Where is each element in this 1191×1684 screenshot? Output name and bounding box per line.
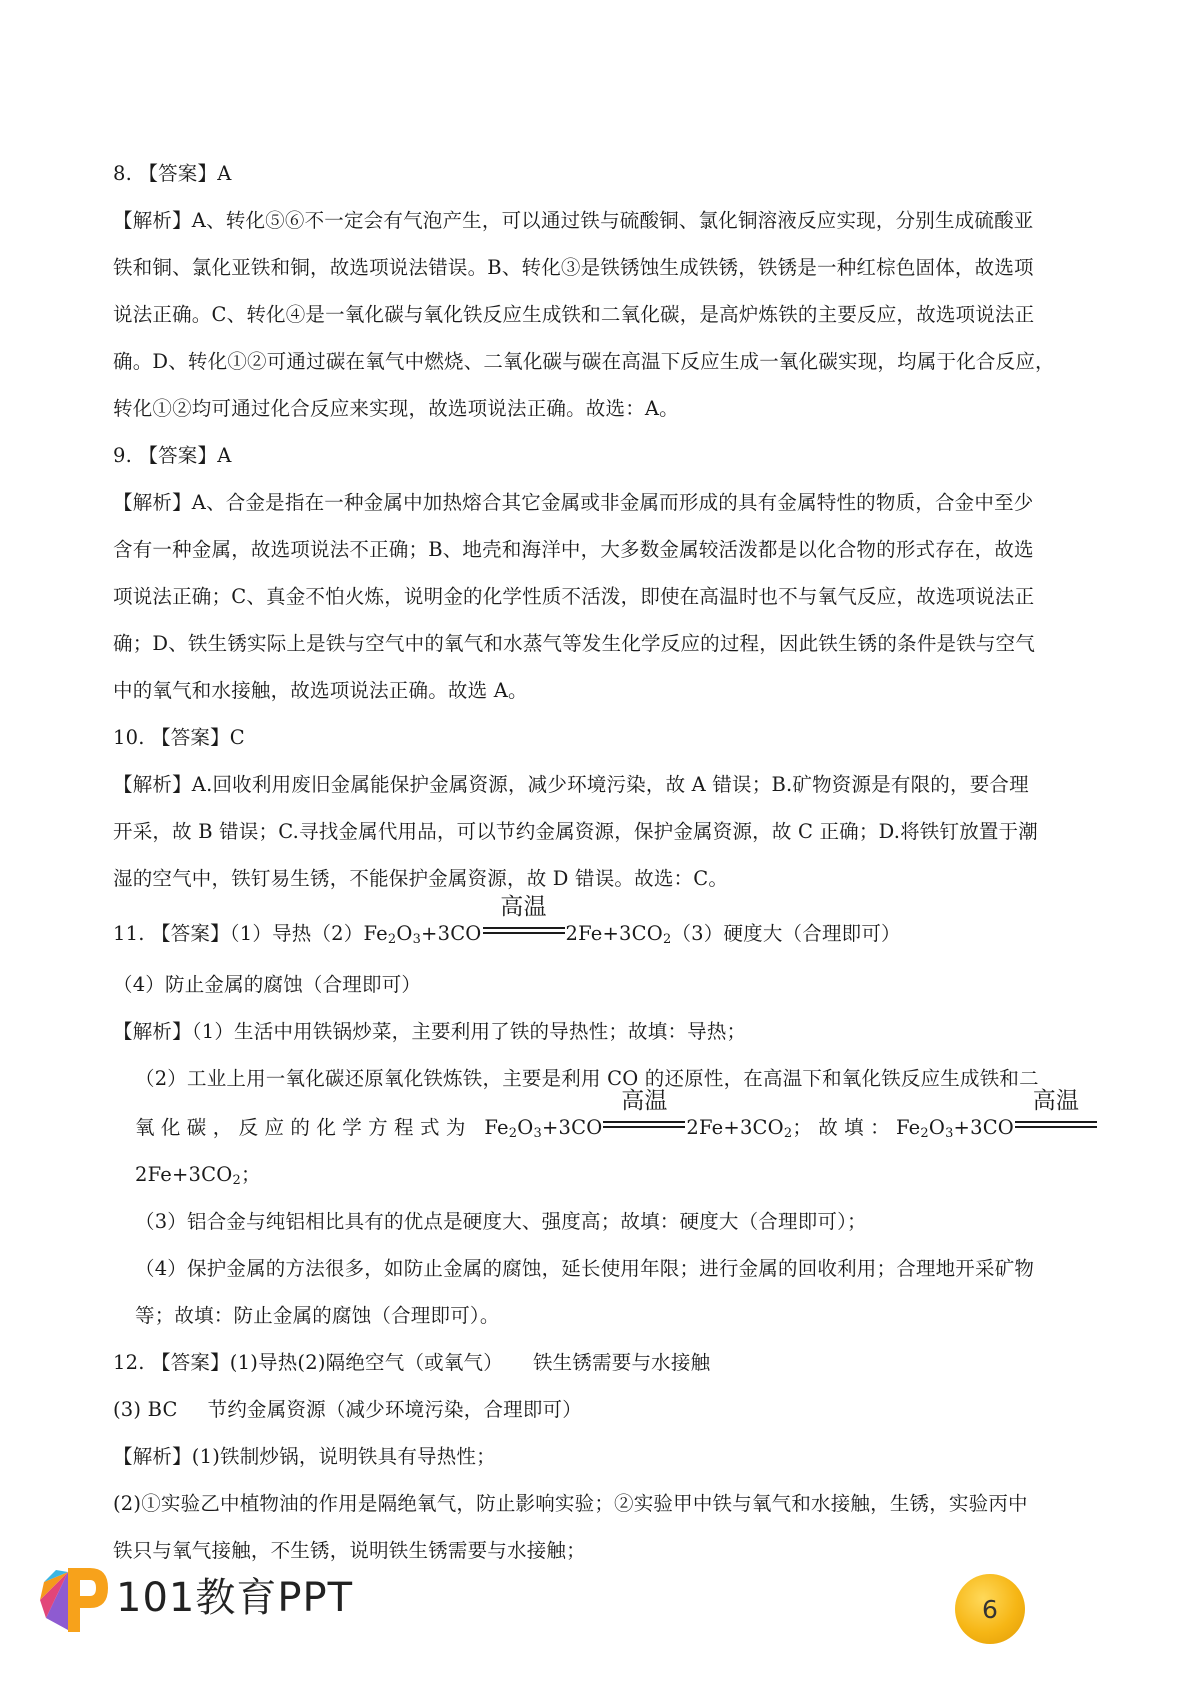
- brand-logo: [38, 1560, 354, 1640]
- q11-analysis-4a: （4）保护金属的方法很多，如防止金属的腐蚀，延长使用年限；进行金属的回收利用；合理地开采矿物: [135, 1257, 1035, 1280]
- q9-analysis-line: 【解析】A、合金是指在一种金属中加热熔合其它金属或非金属而形成的具有金属特性的物质，合金中至少: [113, 491, 1034, 514]
- q9-analysis-line: 含有一种金属，故选项说法不正确；B、地壳和海洋中，大多数金属较活泼都是以化合物的形式存在，故选: [113, 538, 1034, 561]
- reaction-condition: 高温: [621, 1088, 668, 1114]
- q9-answer: 9. 【答案】A: [113, 444, 232, 467]
- q9-analysis-line: 中的氧气和水接触，故选项说法正确。故选 A。: [113, 679, 528, 702]
- page-number-badge: [955, 1574, 1025, 1644]
- q12-analysis-2b: 铁只与氧气接触，不生锈，说明铁生锈需要与水接触；: [113, 1539, 586, 1562]
- q8-analysis-line: 确。D、转化①②可通过碳在氧气中燃烧、二氧化碳与碳在高温下反应生成一氧化碳实现，均属于化合反应，: [113, 350, 1055, 373]
- chemical-equation: $Fe_2O_3+3CO$ 高温 $2Fe+3CO_2$: [363, 894, 672, 947]
- chemical-equation: $Fe_2O_3+3CO$ 高温 $2Fe+3CO_2$: [135, 1116, 1098, 1186]
- q12-analysis-2a: (2)①实验乙中植物油的作用是隔绝氧气，防止影响实验；②实验甲中铁与氧气和水接触，生锈，实验丙中: [113, 1492, 1028, 1515]
- reaction-arrow: [483, 894, 565, 938]
- q8-analysis-line: 转化①②均可通过化合反应来实现，故选项说法正确。故选：A。: [113, 397, 679, 420]
- q8-analysis-line: 铁和铜、氯化亚铁和铜，故选项说法错误。B、转化③是铁锈蚀生成铁锈，铁锈是一种红棕色固体，故选项: [113, 256, 1034, 279]
- reaction-arrow: [603, 1088, 685, 1132]
- q11-answer-prefix: 11. 【答案】（1）导热（2）: [113, 922, 364, 945]
- q10-analysis-line: 湿的空气中，铁钉易生锈，不能保护金属资源，故 D 错误。故选：C。: [113, 867, 729, 890]
- chemical-equation: $Fe_2O_3+3CO$ 高温 $2Fe+3CO_2$: [484, 1088, 793, 1141]
- q8-analysis-line: 说法正确。C、转化④是一氧化碳与氧化铁反应生成铁和二氧化碳，是高炉炼铁的主要反应，故选项说法正: [113, 303, 1035, 326]
- q12-analysis-1: 【解析】(1)铁制炒锅，说明铁具有导热性；: [113, 1445, 496, 1468]
- logo-fan-icon: [38, 1560, 110, 1640]
- q11-analysis-4b: 等；故填：防止金属的腐蚀（合理即可）。: [135, 1304, 500, 1327]
- q11-analysis-2a: （2）工业上用一氧化碳还原氧化铁炼铁，主要是利用 CO 的还原性，在高温下和氧化铁反应生成铁和二: [135, 1067, 1039, 1090]
- q11-answer-suffix: （3）硬度大（合理即可）: [671, 922, 901, 945]
- reaction-condition: 高温: [1032, 1088, 1080, 1114]
- q11-analysis-1: 【解析】（1）生活中用铁锅炒菜，主要利用了铁的导热性；故填：导热；: [113, 1020, 747, 1043]
- reaction-condition: 高温: [500, 894, 547, 920]
- q11-analysis-3: （3）铝合金与纯铝相比具有的优点是硬度大、强度高；故填：硬度大（合理即可）；: [135, 1210, 867, 1233]
- q12-answer: 12. 【答案】(1)导热(2)隔绝空气（或氧气） 铁生锈需要与水接触: [113, 1351, 711, 1374]
- q9-analysis-line: 确；D、铁生锈实际上是铁与空气中的氧气和水蒸气等发生化学反应的过程，因此铁生锈的条件是铁与空气: [113, 632, 1036, 655]
- q11-answer-line2: （4）防止金属的腐蚀（合理即可）: [113, 973, 422, 996]
- document-body: [113, 150, 1098, 1574]
- q10-answer: 10. 【答案】C: [113, 726, 245, 749]
- q11-answer: [113, 894, 1098, 957]
- page-number: 6: [982, 1594, 998, 1624]
- q8-analysis-line: 【解析】A、转化⑤⑥不一定会有气泡产生，可以通过铁与硫酸铜、氯化铜溶液反应实现，分别生成硫酸亚: [113, 209, 1034, 232]
- q11-analysis-2b: 氧化碳，反应的化学方程式为 $Fe_2O_3+3CO$ 高温 $2Fe+3CO_2$；故填：$Fe_2O_3+3CO$ 高温 $2Fe+3CO_2$；: [113, 1104, 1098, 1198]
- q9-analysis-line: 项说法正确；C、真金不怕火炼，说明金的化学性质不活泼，即使在高温时也不与氧气反应，故选项说法正: [113, 585, 1035, 608]
- q10-analysis-line: 【解析】A.回收利用废旧金属能保护金属资源，减少环境污染，故 A 错误；B.矿物资源是有限的，要合理: [113, 773, 1029, 796]
- reaction-arrow: [1015, 1088, 1097, 1132]
- q12-answer-line2: (3) BC 节约金属资源（减少环境污染，合理即可）: [113, 1398, 582, 1421]
- q10-analysis-line: 开采，故 B 错误；C.寻找金属代用品，可以节约金属资源，保护金属资源，故 C 正确；D.将铁钉放置于潮: [113, 820, 1039, 843]
- logo-text: 101教育PPT: [116, 1575, 354, 1621]
- q8-answer: 8. 【答案】A: [113, 162, 232, 185]
